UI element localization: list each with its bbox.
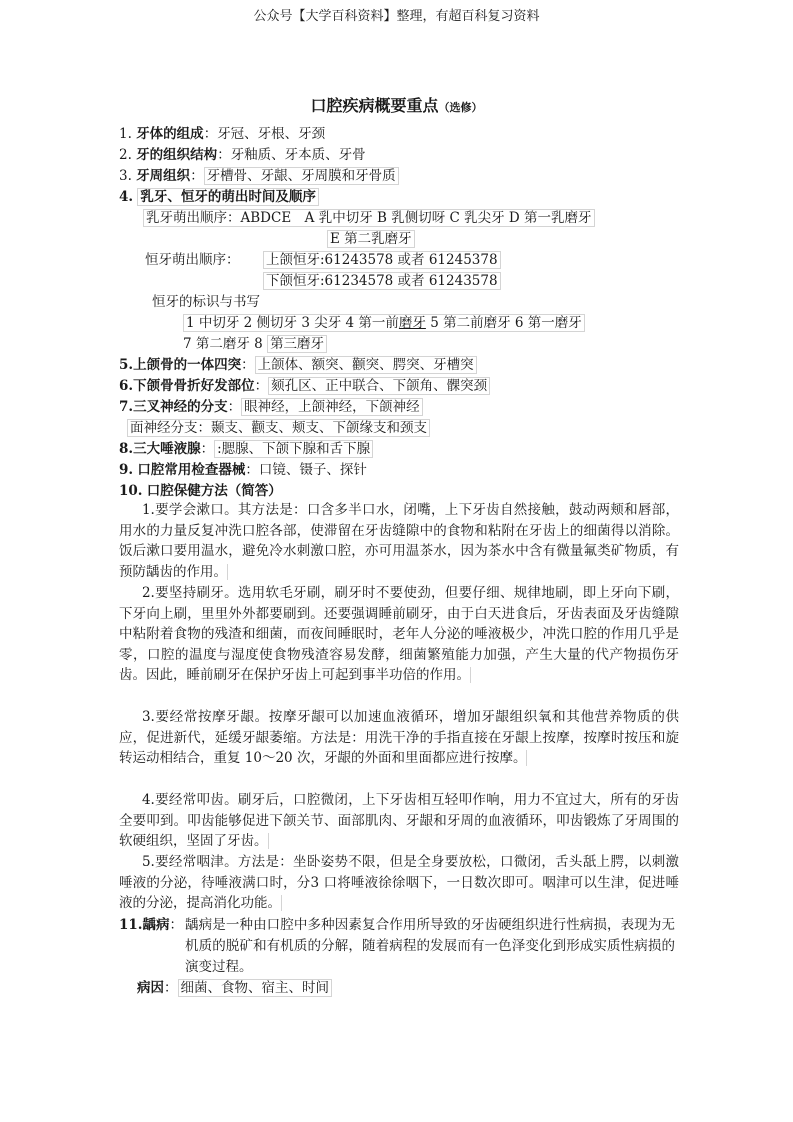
item-num: 9. — [119, 462, 134, 478]
item-num: 1. — [119, 126, 132, 142]
item-9 — [119, 460, 367, 481]
item-label: 口腔保健方法（简答） — [146, 483, 282, 499]
item-label: 牙周组织 — [136, 168, 191, 184]
item-label: 8.三大唾液腺 — [119, 441, 201, 457]
caries-definition: 龋病是一种由口腔中多种因素复合作用所导致的牙齿硬组织进行性病损，表现为无机质的脱矿和有机质的分解，随着病程的发展而有一色泽变化到形成实质性病损的演变过程。 — [185, 917, 675, 975]
item-label: 7.三叉神经的分支 — [119, 399, 228, 415]
item-8 — [119, 439, 373, 460]
item-content: 颏孔区、正中联合、下颌角、髁突颈 — [268, 377, 490, 395]
title-text: 口腔疾病概要重点 — [310, 96, 439, 115]
item-label: 6.下颌骨骨折好发部位 — [119, 378, 255, 394]
notation-text: 7 第二磨牙 8 — [183, 336, 268, 352]
lower-permanent-text: 下颌恒牙:61234578 或者 61243578 — [263, 272, 501, 290]
item-sep: ： — [241, 357, 255, 373]
item-content: 口镜、镊子、探针 — [258, 462, 367, 478]
notation-text: 5 第二前磨牙 6 第一磨牙 — [425, 315, 582, 331]
care-paragraph-3 — [119, 707, 679, 769]
facial-nerve-branches — [127, 418, 430, 439]
deciduous-order — [143, 208, 595, 229]
notation-title: 恒牙的标识与书写 — [152, 294, 260, 310]
care-text: 2.要坚持刷牙。选用软毛牙刷，刷牙时不要使劲，但要仔细、规律地刷，即上牙向下刷，下牙向上刷，里里外外都要刷到。还要强调睡前刷牙，由于白天进食后，牙齿表面及牙齿缝隙中粘附着食物的残渣和细菌，而夜间睡眠时，老年人分泌的唾液极少，冲洗口腔的作用几乎是零，口腔的温度与湿度使食物残渣容易发酵，细菌繁殖能力加强，产生大量的代产物损伤牙齿。因此，睡前刷牙在保护牙齿上可起到事半功倍的作用。 — [119, 585, 679, 683]
item-sep: ： — [203, 126, 218, 142]
care-paragraph-1 — [119, 500, 679, 582]
item-sep: ： — [200, 441, 215, 457]
item-10 — [119, 481, 282, 502]
item-11-label — [119, 915, 183, 936]
item-sep: ： — [190, 168, 204, 184]
notation-line-2 — [183, 334, 327, 355]
item-num: 3. — [119, 168, 132, 184]
notation-line-1-box — [183, 314, 585, 332]
item-sep: ： — [169, 917, 183, 933]
upper-permanent-order — [263, 250, 501, 271]
page-title — [0, 93, 793, 116]
item-label: 乳牙、恒牙的萌出时间及顺序 — [137, 188, 319, 206]
item-3 — [119, 166, 399, 187]
deciduous-order-cont — [327, 229, 415, 250]
care-text: 3.要经常按摩牙龈。按摩牙龈可以加速血液循环，增加牙龈组织氧和其他营养物质的供应，促进新代，延缓牙龈萎缩。方法是：用洗干净的手指直接在牙龈上按摩，按摩时按压和旋转运动相结合，重复 10～20 次，牙龈的外面和里面都应进行按摩。 — [119, 709, 679, 766]
item-label: 口腔常用检查器械 — [137, 462, 246, 478]
care-text: 1.要学会漱口。其方法是：口含多半口水，闭嘴，上下牙齿自然接触，鼓动两颊和唇部，用水的力量反复冲洗口腔各部，使滞留在牙齿缝隙中的食物和粘附在牙齿上的细菌得以消除。饭后漱口要用温水，避免冷水刺激口腔，亦可用温茶水，因为茶水中含有微量氟类矿物质，有预防龋齿的作用。 — [119, 502, 679, 580]
facial-nerve-text: 面神经分支：颞支、颧支、颊支、下颌缘支和颈支 — [127, 419, 430, 437]
item-num: 2. — [119, 147, 132, 163]
care-paragraph-5 — [119, 852, 679, 914]
care-paragraph-2 — [119, 583, 679, 686]
permanent-order-label: 恒牙萌出顺序： — [145, 252, 240, 268]
care-text: 4.要经常叩齿。刷牙后，口腔微闭，上下牙齿相互轻叩作响，用力不宜过大，所有的牙齿全要叩到。叩齿能够促进下颌关节、面部肌肉、牙龈和牙周的血液循环，叩齿锻炼了牙周围的软硬组织，坚固了牙齿。 — [119, 792, 679, 849]
item-sep: ： — [217, 147, 231, 163]
item-sep: ： — [227, 399, 242, 415]
cause-sep: ： — [164, 980, 178, 996]
item-content: 眼神经，上颌神经，下颌神经 — [241, 398, 423, 416]
item-num: 4. — [119, 189, 134, 205]
item-label: 11.龋病 — [119, 917, 170, 933]
item-2 — [119, 145, 366, 166]
page-header: 公众号【大学百科资料】整理，有超百科复习资料 — [253, 9, 540, 24]
item-content: 牙槽骨、牙龈、牙周膜和牙骨质 — [204, 167, 399, 185]
notation-line-1 — [183, 313, 585, 334]
lower-permanent-order — [263, 271, 501, 292]
item-4 — [119, 187, 319, 208]
item-content: 上颌体、额突、颧突、腭突、牙槽突 — [255, 356, 477, 374]
care-paragraph-4 — [119, 790, 679, 852]
cause-label: 病因 — [137, 980, 164, 996]
item-label: 牙的组织结构 — [136, 147, 218, 163]
title-note: （选修） — [438, 101, 483, 114]
item-label: 5.上颌骨的一体四突 — [119, 357, 242, 373]
deciduous-order-text-2: E 第二乳磨牙 — [327, 230, 415, 248]
item-content: :腮腺、下颌下腺和舌下腺 — [214, 440, 373, 458]
item-sep: ： — [245, 462, 259, 478]
item-content: 牙釉质、牙本质、牙骨 — [230, 147, 366, 163]
item-num: 10. — [119, 483, 143, 499]
care-text: 5.要经常咽津。方法是：坐卧姿势不限，但是全身要放松，口微闭，舌头舐上腭，以刺激唾液的分泌，待唾液满口时，分3 口将唾液徐徐咽下，一日数次即可。咽津可以生津，促进唾液的分泌，提高消化功能。 — [119, 854, 679, 911]
item-1 — [119, 124, 325, 145]
item-content: 牙冠、牙根、牙颈 — [217, 126, 326, 142]
notation-underlined: 磨牙 — [398, 315, 426, 331]
item-7 — [119, 397, 423, 418]
caries-cause — [137, 978, 332, 999]
item-label: 牙体的组成 — [136, 126, 204, 142]
notation-boxed: 第三磨牙 — [267, 335, 327, 353]
item-sep: ： — [254, 378, 269, 394]
item-5 — [119, 355, 477, 376]
deciduous-order-text: 乳牙萌出顺序：ABDCE A 乳中切牙 B 乳侧切呀 C 乳尖牙 D 第一乳磨牙 — [143, 209, 595, 227]
notation-text: 1 中切牙 2 侧切牙 3 尖牙 4 第一前 — [186, 315, 399, 331]
item-6 — [119, 376, 490, 397]
cause-content: 细菌、食物、宿主、时间 — [178, 979, 333, 997]
upper-permanent-text: 上颌恒牙:61243578 或者 61245378 — [263, 251, 501, 269]
